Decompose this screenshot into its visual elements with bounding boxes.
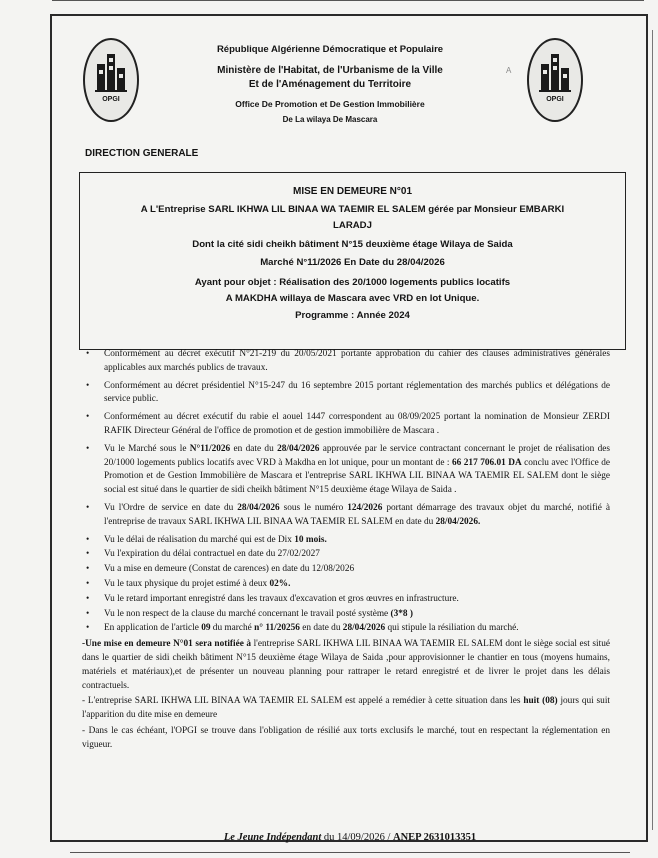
page-right-edge <box>652 30 653 830</box>
remedy-paragraph: - L'entreprise SARL IKHWA LIL BINAA WA TAEMIR EL SALEM est appelé a remédier à cette situation dans les huit (08) jours qui suit l'apparition du dite mise en demeure <box>82 696 610 721</box>
bullet-icon: • <box>86 443 90 454</box>
bullet-icon: • <box>86 502 90 513</box>
list-item: • Vu l'Ordre de service en date du 28/04/2026 sous le numéro 124/2026 portant démarrage des travaux objet du marché, notifié à l'entreprise de travaux SARL IKHWA LIL BINAA WA TAEMIR EL SALEM en date du 28/04/2026. <box>86 502 610 527</box>
logo-caption: OPGI <box>102 96 120 103</box>
list-item: • Vu le délai de réalisation du marché qui est de Dix 10 mois. <box>82 534 610 548</box>
bullet-icon: • <box>86 608 90 619</box>
considerations-list <box>82 348 610 636</box>
logo-caption: OPGI <box>546 96 564 103</box>
bullet-icon: • <box>86 534 90 545</box>
notice-programme: Programme : Année 2024 <box>295 310 410 321</box>
list-item: • Vu l'expiration du délai contractuel en date du 27/02/2027 <box>82 548 610 562</box>
notice-line: LARADJ <box>333 220 372 231</box>
notification-paragraph: -Une mise en demeure N°01 sera notifiée à l'entreprise SARL IKHWA LIL BINAA WA TAEMIR EL SALEM dont le siège social est situé dans le quartier de sidi cheikh bâtiment N°15 deuxième étage Wilaya de Saida ,pour approvisionner le chantier en tous (moyens humains, matériels et matériaux),et de présenter un nouveau planning pour rattraper le retard enregistré et de livrer le projet dans les délais contractuels. <box>82 639 610 691</box>
bullet-icon: • <box>86 380 90 391</box>
bullet-icon: • <box>86 623 90 634</box>
notice-market: Marché N°11/2026 En Date du 28/04/2026 <box>260 257 445 268</box>
header-territory: Et de l'Aménagement du Territoire <box>248 79 412 90</box>
notice-title: MISE EN DEMEURE N°01 <box>292 186 413 197</box>
opgi-logo-right <box>527 38 583 122</box>
list-item: • En application de l'article 09 du marché n° 11/20256 en date du 28/04/2026 qui stipule la résiliation du marché. <box>82 622 610 636</box>
header-ministry: Ministère de l'Habitat, de l'Urbanisme de la Ville <box>217 65 443 76</box>
anep-reference: ANEP 2631013351 <box>393 832 477 843</box>
direction-generale: DIRECTION GENERALE <box>85 148 199 159</box>
list-item: • Vu le retard important enregistré dans les travaux d'excavation et gros œuvres en infrastructure. <box>82 593 610 607</box>
header-wilaya: De La wilaya De Mascara <box>282 115 378 124</box>
notice-box <box>79 172 626 350</box>
side-mark: A <box>506 66 513 75</box>
opgi-logo-left <box>83 38 139 122</box>
list-item: • Conformément au décret exécutif du rabie el aouel 1447 correspondent au 08/09/2025 portant la nomination de Monsieur ZERDI RAFIK Directeur Général de l'office de promotion et de gestion immobilière de Mascara . <box>86 412 610 436</box>
notice-line: Dont la cité sidi cheikh bâtiment N°15 deuxième étage Wilaya de Saida <box>192 239 513 250</box>
header-office: Office De Promotion et De Gestion Immobilière <box>235 99 425 109</box>
bullet-icon: • <box>86 578 90 589</box>
building-logo-icon <box>93 50 129 94</box>
publication-footer <box>50 832 650 843</box>
notice-location: A MAKDHA willaya de Mascara avec VRD en lot Unique. <box>225 293 480 304</box>
header-republic: République Algérienne Démocratique et Populaire <box>216 44 444 55</box>
bullet-icon: • <box>86 549 90 560</box>
publication-name: Le Jeune Indépendant <box>223 832 322 843</box>
bullet-icon: • <box>86 349 90 359</box>
termination-paragraph: - Dans le cas échéant, l'OPGI se trouve dans l'obligation de résilié aux torts exclusifs le marché, tout en respectant la réglementation en vigueur. <box>82 725 610 750</box>
notice-body <box>82 348 610 753</box>
notice-line: A L'Entreprise SARL IKHWA LIL BINAA WA TAEMIR EL SALEM gérée par Monsieur EMBARKI <box>140 204 565 215</box>
list-item: • Vu le non respect de la clause du marché concernant le travail posté système (3*8 ) <box>82 608 610 622</box>
bullet-icon: • <box>86 564 90 575</box>
page-top-edge <box>52 0 644 1</box>
bullet-icon: • <box>86 593 90 604</box>
list-item: • Vu le taux physique du projet estimé à deux 02%. <box>82 578 610 592</box>
page-bottom-edge <box>70 852 630 853</box>
list-item: • Conformément au décret présidentiel N°15-247 du 16 septembre 2015 portant réglementation des marchés publics et délégations de service public. <box>86 380 610 405</box>
list-item: • Vu a mise en demeure (Constat de carences) en date du 12/08/2026 <box>82 563 610 577</box>
building-logo-icon <box>537 50 573 94</box>
list-item: • Vu le Marché sous le N°11/2026 en date du 28/04/2026 approuvée par le service contractant concernant le projet de réalisation des 20/1000 logements publics locatifs avec VRD à Makdha en lot unique, pour un montant de : 66 217 706.01 DA conclu avec l'Office de Promotion et de Gestion Immobilière de Mascara et l'entreprise SARL IKHWA LIL BINAA WA TAEMIR EL SALEM dont le siège social est situé dans le quartier de sidi cheikh bâtiment N°15 deuxième étage Wilaya de Saida . <box>86 443 610 496</box>
publication-date: du 14/09/2026 / <box>321 832 394 843</box>
bullet-icon: • <box>86 412 90 423</box>
list-item: • Conformément au décret exécutif N°21-219 du 20/05/2021 portante approbation du cahier des clauses administratives générales applicables aux marchés publics de travaux. <box>86 349 610 373</box>
notice-object: Ayant pour objet : Réalisation des 20/1000 logements publics locatifs <box>194 277 511 288</box>
